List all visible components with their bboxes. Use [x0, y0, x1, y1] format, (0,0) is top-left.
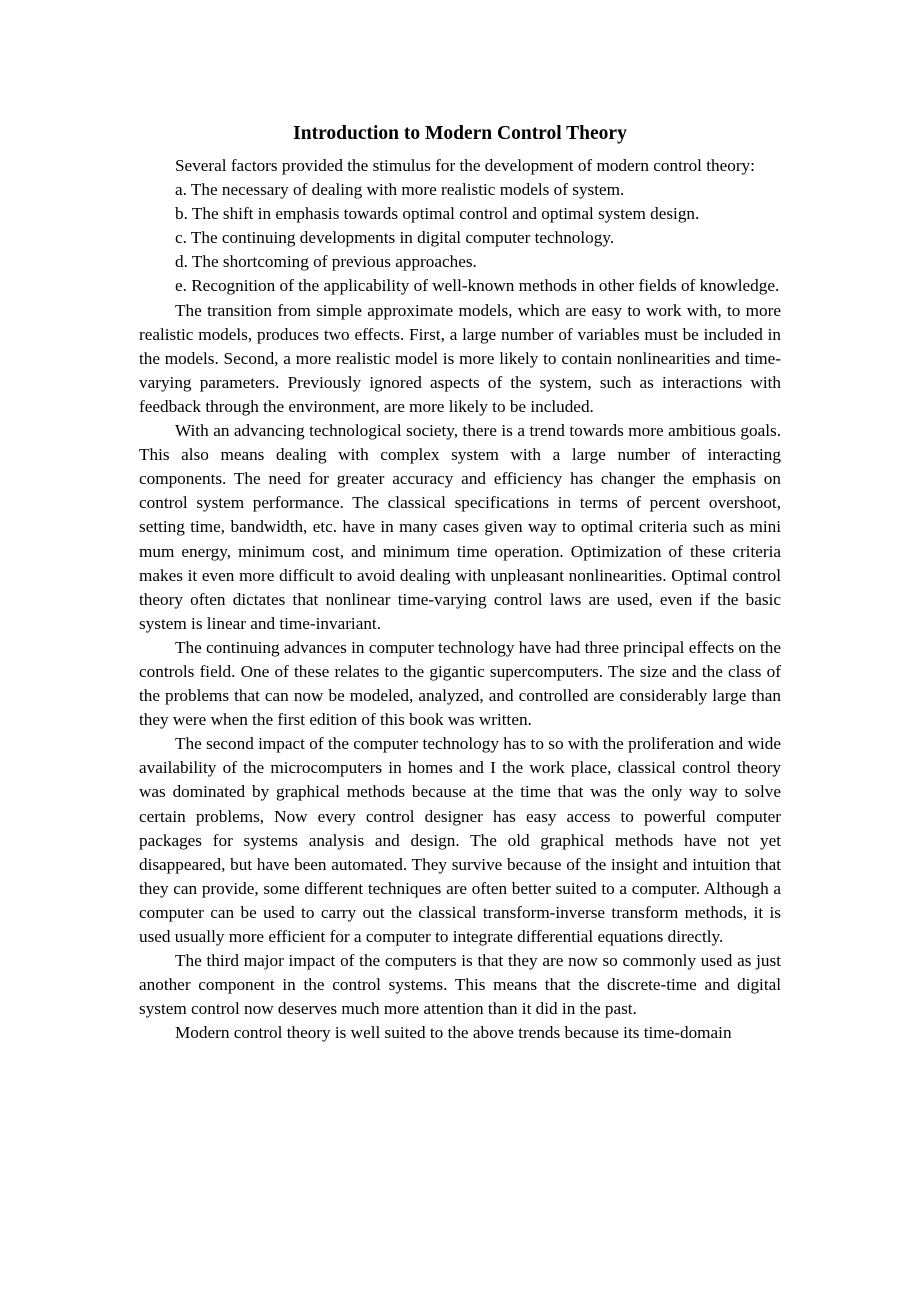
factor-item-b: b. The shift in emphasis towards optimal control and optimal system design.: [175, 204, 700, 224]
body-paragraph-models: The transition from simple approximate models, which are easy to work with, to more realistic models, produces two effects. First, a large number of variables must be included in the models. Second, a more realistic model is more likely to contain nonlinearities and time-varying parameters. Previously ignored aspects of the system, such as interactions with feedback through the environment, are more likely to be included.: [139, 300, 781, 416]
body-paragraph-third-impact: The third major impact of the computers is that they are now so commonly used as just another component in the control systems. This means that the discrete-time and digital system control now deserves much more attention than it did in the past.: [139, 951, 781, 1019]
factor-item-c: c. The continuing developments in digital computer technology.: [175, 228, 615, 248]
factor-item-d: d. The shortcoming of previous approaches.: [175, 252, 477, 272]
intro-paragraph: Several factors provided the stimulus for the development of modern control theory:: [175, 156, 755, 175]
factor-list: [139, 178, 781, 298]
body-paragraph-modern-control: Modern control theory is well suited to the above trends because its time-domain: [175, 1023, 732, 1043]
factor-item-e: e. Recognition of the applicability of well-known methods in other fields of knowledge.: [175, 276, 780, 296]
body-paragraph-goals: With an advancing technological society, there is a trend towards more ambitious goals. This also means dealing with complex system with a large number of interacting components. The need for greater accuracy and efficiency has changer the emphasis on control system performance. The classical specifications in terms of percent overshoot, setting time, bandwidth, etc. have in many cases given way to optimal criteria such as mini mum energy, minimum cost, and minimum time operation. Optimization of these criteria makes it even more difficult to avoid dealing with unpleasant nonlinearities. Optimal control theory often dictates that nonlinear time-varying control laws are used, even if the basic system is linear and time-invariant.: [139, 421, 781, 633]
body-paragraph-second-impact: The second impact of the computer technology has to so with the proliferation and wide availability of the microcomputers in homes and I the work place, classical control theory was dominated by graphical methods because at the time that was the only way to solve certain problems, Now every control designer has easy access to powerful computer packages for systems analysis and design. The old graphical methods have not yet disappeared, but have been automated. They survive because of the insight and intuition that they can provide, some different techniques are often better suited to a computer. Although a computer can be used to carry out the classical transform-inverse transform methods, it is used usually more efficient for a computer to integrate differential equations directly.: [139, 734, 781, 946]
body-paragraph-computer-advances: The continuing advances in computer technology have had three principal effects on the controls field. One of these relates to the gigantic supercomputers. The size and the class of the problems that can now be modeled, analyzed, and controlled are considerably large than they were when the first edition of this book was written.: [139, 637, 781, 730]
factor-item-a: a. The necessary of dealing with more realistic models of system.: [175, 180, 625, 200]
document-page: [139, 120, 781, 1045]
document-title: Introduction to Modern Control Theory: [293, 123, 627, 144]
